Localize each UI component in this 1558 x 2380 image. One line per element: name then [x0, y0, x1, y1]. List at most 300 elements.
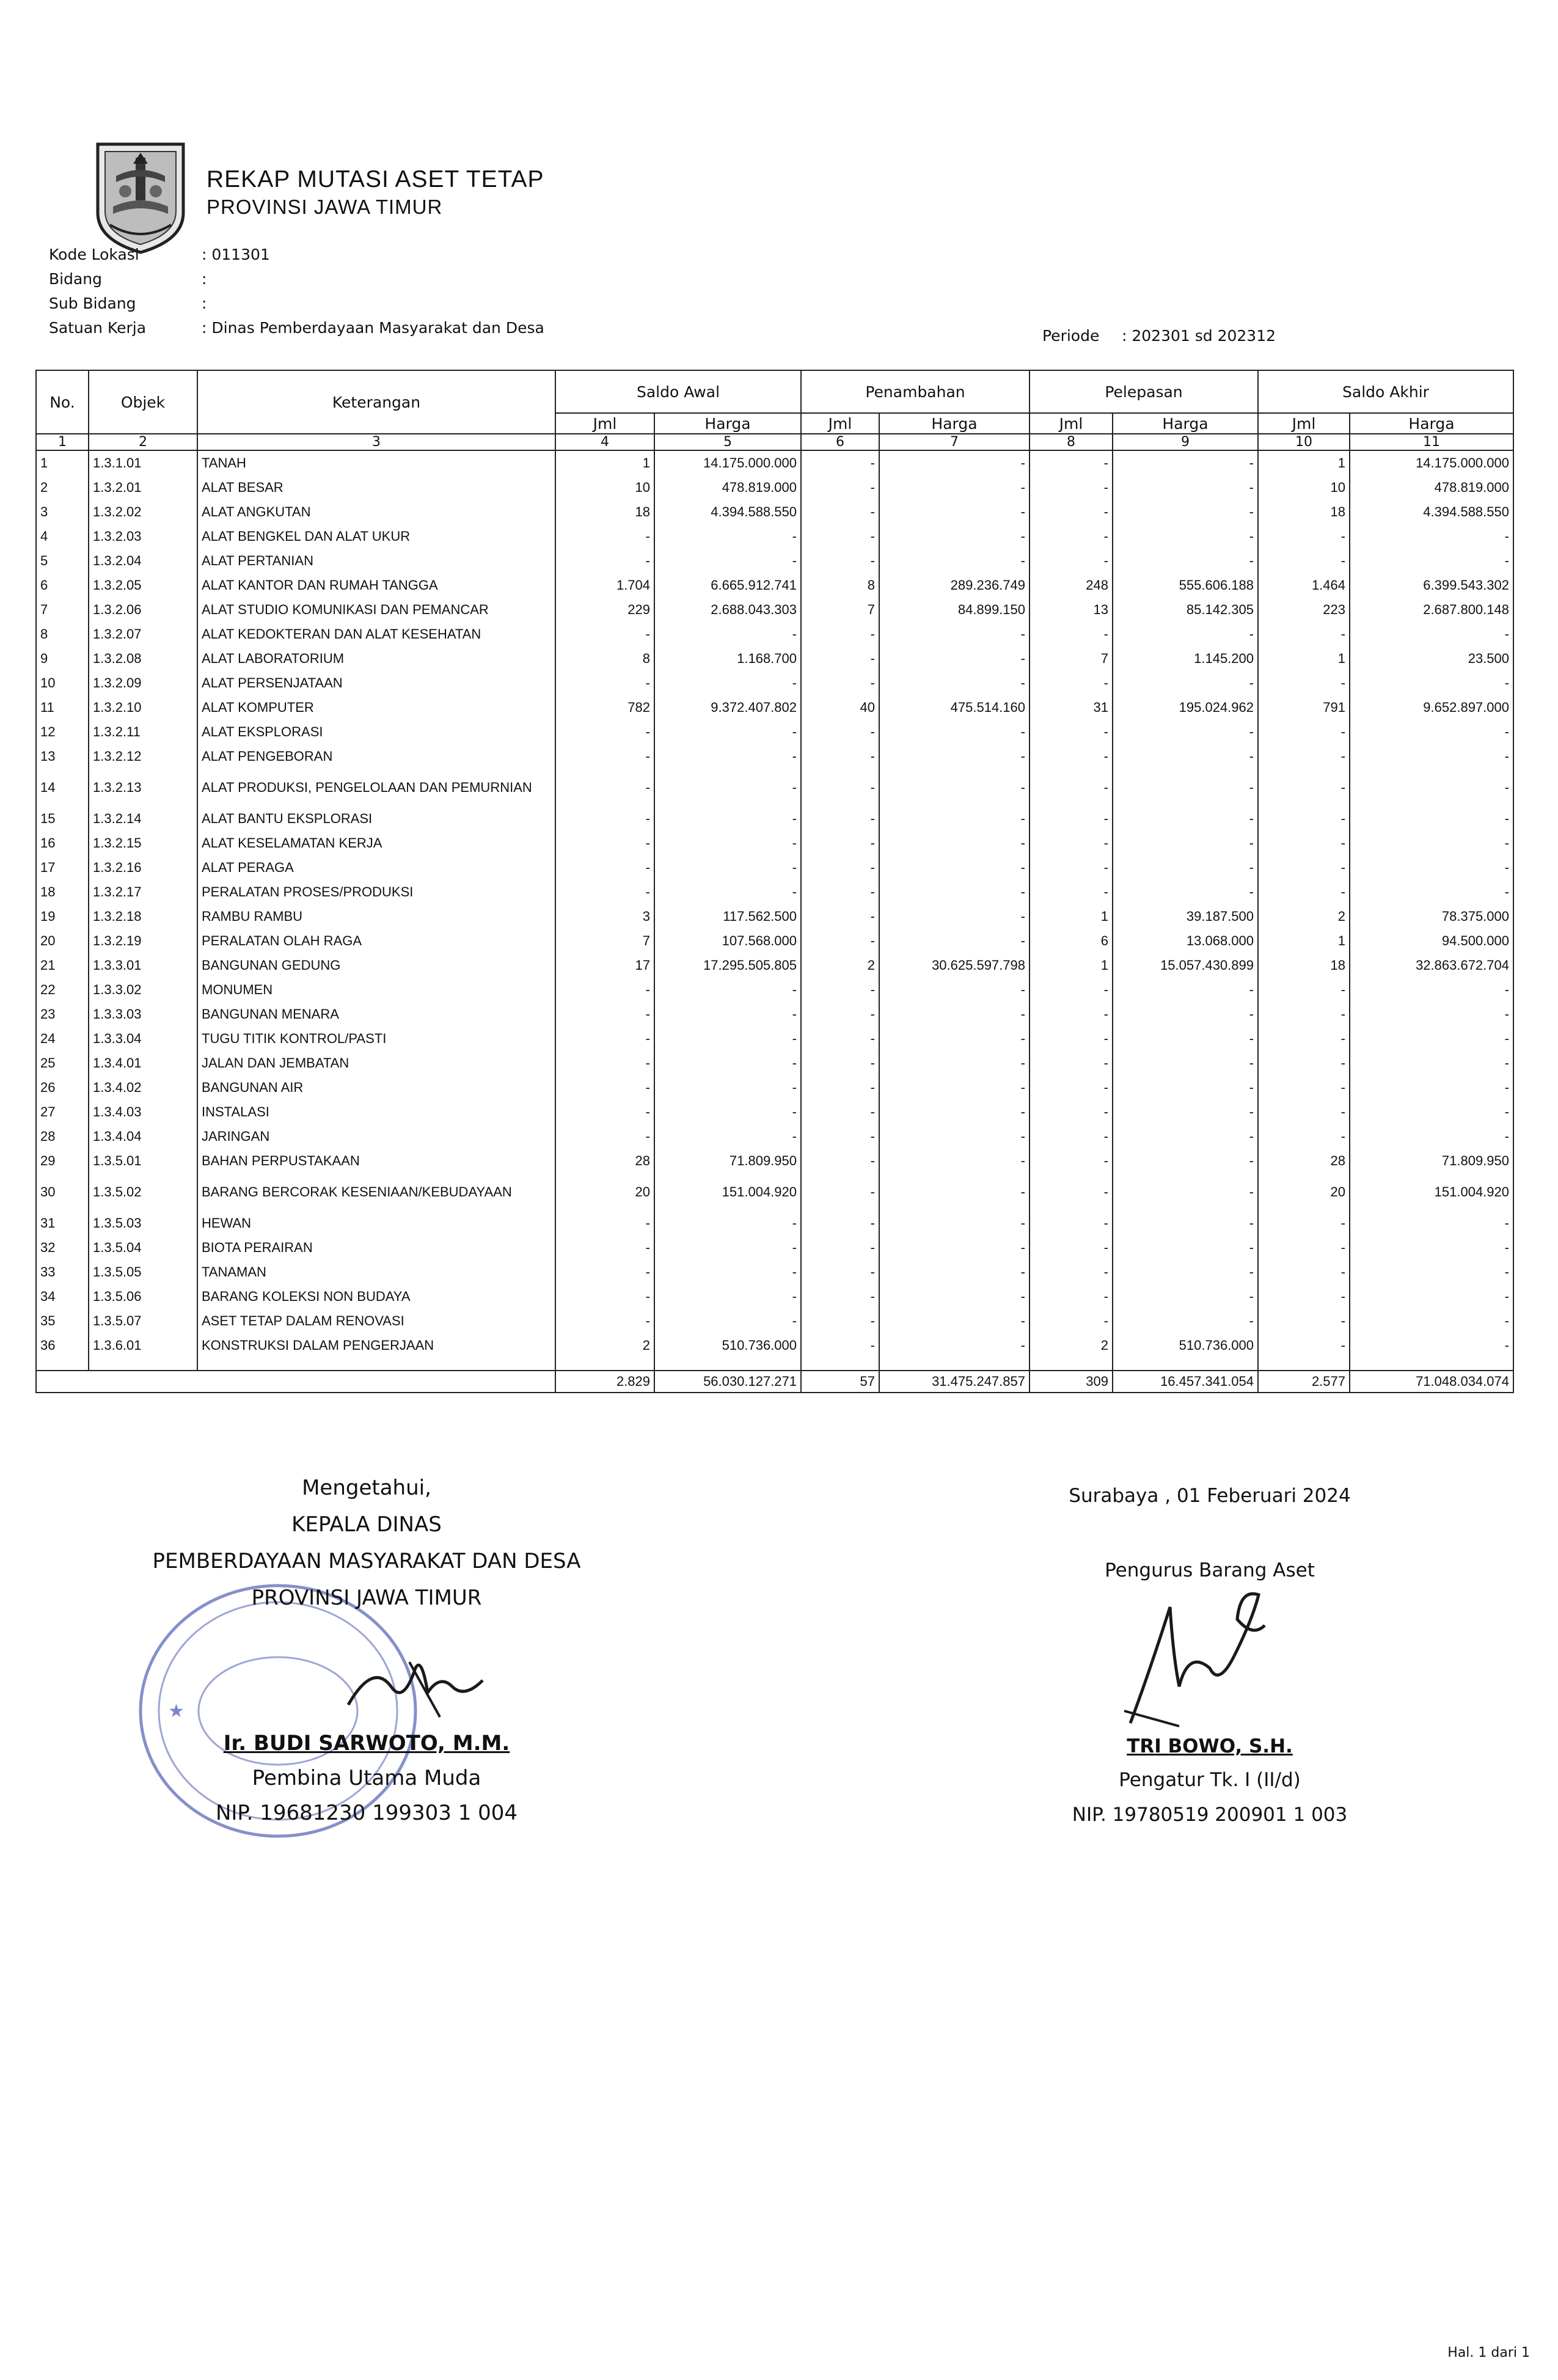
table-row: [36, 671, 1513, 695]
row-ak-jml: -: [1258, 978, 1350, 1002]
table-row: [36, 475, 1513, 500]
row-pn-jml: -: [801, 880, 879, 904]
row-ak-harga: -: [1350, 1075, 1513, 1100]
row-ak-harga: 151.004.920: [1350, 1173, 1513, 1211]
satuan-kerja-value: : Dinas Pemberdayaan Masyarakat dan Desa: [202, 319, 544, 337]
row-pl-jml: -: [1030, 1236, 1113, 1260]
row-sa-harga: -: [654, 1075, 801, 1100]
table-row: [36, 929, 1513, 953]
sig-right-nip: NIP. 19780519 200901 1 003: [1072, 1804, 1348, 1826]
row-objek: 1.3.3.02: [89, 978, 197, 1002]
row-ak-jml: -: [1258, 744, 1350, 769]
row-objek: 1.3.2.02: [89, 500, 197, 524]
row-pn-jml: -: [801, 1075, 879, 1100]
total-pn-harga: 31.475.247.857: [879, 1371, 1030, 1393]
row-pl-jml: -: [1030, 1100, 1113, 1124]
row-objek: 1.3.5.05: [89, 1260, 197, 1284]
row-sa-harga: 17.295.505.805: [654, 953, 801, 978]
row-keterangan: TUGU TITIK KONTROL/PASTI: [197, 1027, 555, 1051]
row-keterangan: INSTALASI: [197, 1100, 555, 1124]
row-ak-jml: 1.464: [1258, 573, 1350, 598]
row-sa-harga: -: [654, 855, 801, 880]
row-no: 2: [36, 475, 89, 500]
row-sa-harga: -: [654, 769, 801, 807]
bidang-label: Bidang: [49, 270, 102, 288]
row-pn-jml: -: [801, 1211, 879, 1236]
table-row: [36, 450, 1513, 475]
sig-left-nip: NIP. 19681230 199303 1 004: [215, 1801, 518, 1825]
column-number: 9: [1113, 434, 1258, 450]
row-pn-harga: 84.899.150: [879, 598, 1030, 622]
row-pn-jml: -: [801, 1051, 879, 1075]
row-keterangan: ALAT PERSENJATAAN: [197, 671, 555, 695]
row-pn-harga: -: [879, 1002, 1030, 1027]
row-pn-jml: -: [801, 831, 879, 855]
row-sa-jml: -: [555, 1051, 654, 1075]
row-no: 16: [36, 831, 89, 855]
row-objek: 1.3.2.07: [89, 622, 197, 646]
row-ak-harga: 4.394.588.550: [1350, 500, 1513, 524]
row-sa-harga: 14.175.000.000: [654, 450, 801, 475]
column-number: 11: [1350, 434, 1513, 450]
row-ak-jml: 28: [1258, 1149, 1350, 1173]
row-pl-jml: -: [1030, 1124, 1113, 1149]
table-row: [36, 1149, 1513, 1173]
row-pn-harga: -: [879, 1075, 1030, 1100]
row-pl-jml: -: [1030, 1051, 1113, 1075]
row-pn-harga: -: [879, 855, 1030, 880]
row-keterangan: BAHAN PERPUSTAKAAN: [197, 1149, 555, 1173]
row-pl-jml: 6: [1030, 929, 1113, 953]
row-pl-jml: -: [1030, 1075, 1113, 1100]
row-no: 24: [36, 1027, 89, 1051]
row-pn-harga: -: [879, 1284, 1030, 1309]
row-ak-harga: -: [1350, 1027, 1513, 1051]
row-pn-jml: -: [801, 744, 879, 769]
header-penambahan: Penambahan: [801, 370, 1030, 413]
row-objek: 1.3.4.01: [89, 1051, 197, 1075]
row-ak-harga: -: [1350, 1100, 1513, 1124]
row-pl-harga: -: [1113, 524, 1258, 549]
row-ak-jml: -: [1258, 831, 1350, 855]
row-sa-jml: -: [555, 1211, 654, 1236]
row-no: 10: [36, 671, 89, 695]
row-pn-jml: -: [801, 475, 879, 500]
row-sa-jml: -: [555, 855, 654, 880]
row-ak-harga: 94.500.000: [1350, 929, 1513, 953]
total-ak-jml: 2.577: [1258, 1371, 1350, 1393]
row-objek: 1.3.2.01: [89, 475, 197, 500]
column-number: 5: [654, 434, 801, 450]
table-row: [36, 500, 1513, 524]
row-pl-jml: -: [1030, 744, 1113, 769]
row-pl-harga: -: [1113, 1309, 1258, 1333]
row-keterangan: BANGUNAN MENARA: [197, 1002, 555, 1027]
row-no: 11: [36, 695, 89, 720]
row-no: 18: [36, 880, 89, 904]
row-sa-jml: 229: [555, 598, 654, 622]
total-sa-jml: 2.829: [555, 1371, 654, 1393]
row-pl-jml: -: [1030, 880, 1113, 904]
row-sa-jml: -: [555, 720, 654, 744]
row-ak-jml: -: [1258, 671, 1350, 695]
row-pl-harga: -: [1113, 1173, 1258, 1211]
row-pl-harga: -: [1113, 880, 1258, 904]
table-row: [36, 1002, 1513, 1027]
row-sa-jml: 1.704: [555, 573, 654, 598]
row-pl-harga: -: [1113, 855, 1258, 880]
row-pl-harga: -: [1113, 807, 1258, 831]
row-objek: 1.3.5.01: [89, 1149, 197, 1173]
row-pl-harga: -: [1113, 1260, 1258, 1284]
row-pn-jml: 7: [801, 598, 879, 622]
row-pl-harga: 195.024.962: [1113, 695, 1258, 720]
row-ak-harga: -: [1350, 978, 1513, 1002]
row-pl-jml: -: [1030, 1173, 1113, 1211]
row-sa-jml: 3: [555, 904, 654, 929]
row-pl-jml: -: [1030, 1260, 1113, 1284]
table-row: [36, 1173, 1513, 1211]
table-row: [36, 1211, 1513, 1236]
row-sa-harga: -: [654, 524, 801, 549]
row-pl-harga: 85.142.305: [1113, 598, 1258, 622]
handwritten-signature-right: [1112, 1583, 1307, 1735]
row-objek: 1.3.2.16: [89, 855, 197, 880]
row-sa-jml: -: [555, 807, 654, 831]
row-sa-harga: -: [654, 1124, 801, 1149]
row-pl-jml: -: [1030, 769, 1113, 807]
row-sa-jml: 8: [555, 646, 654, 671]
row-sa-harga: -: [654, 549, 801, 573]
row-pl-jml: -: [1030, 807, 1113, 831]
table-row: [36, 1100, 1513, 1124]
row-objek: 1.3.2.14: [89, 807, 197, 831]
header-sa-harga: Harga: [654, 413, 801, 434]
row-sa-harga: 6.665.912.741: [654, 573, 801, 598]
row-pn-jml: -: [801, 807, 879, 831]
row-keterangan: ALAT PRODUKSI, PENGELOLAAN DAN PEMURNIAN: [197, 769, 555, 807]
header-no: No.: [36, 370, 89, 434]
row-no: 32: [36, 1236, 89, 1260]
row-ak-harga: 9.652.897.000: [1350, 695, 1513, 720]
row-sa-harga: 107.568.000: [654, 929, 801, 953]
row-keterangan: ALAT KEDOKTERAN DAN ALAT KESEHATAN: [197, 622, 555, 646]
row-pl-jml: -: [1030, 549, 1113, 573]
total-ak-harga: 71.048.034.074: [1350, 1371, 1513, 1393]
row-ak-jml: -: [1258, 1260, 1350, 1284]
row-sa-jml: 28: [555, 1149, 654, 1173]
row-sa-harga: -: [654, 622, 801, 646]
column-number: 1: [36, 434, 89, 450]
row-sa-jml: -: [555, 1027, 654, 1051]
row-pn-harga: -: [879, 831, 1030, 855]
row-objek: 1.3.4.02: [89, 1075, 197, 1100]
row-keterangan: KONSTRUKSI DALAM PENGERJAAN: [197, 1333, 555, 1371]
column-number: 8: [1030, 434, 1113, 450]
row-pn-jml: -: [801, 1333, 879, 1371]
row-ak-jml: -: [1258, 769, 1350, 807]
header-objek: Objek: [89, 370, 197, 434]
row-pn-harga: -: [879, 978, 1030, 1002]
row-sa-jml: -: [555, 1260, 654, 1284]
row-objek: 1.3.5.03: [89, 1211, 197, 1236]
row-pl-harga: -: [1113, 720, 1258, 744]
row-sa-harga: -: [654, 1309, 801, 1333]
row-ak-harga: -: [1350, 622, 1513, 646]
row-keterangan: ALAT BESAR: [197, 475, 555, 500]
row-objek: 1.3.2.10: [89, 695, 197, 720]
row-pl-harga: 39.187.500: [1113, 904, 1258, 929]
row-pl-jml: -: [1030, 622, 1113, 646]
row-keterangan: RAMBU RAMBU: [197, 904, 555, 929]
table-row: [36, 744, 1513, 769]
table-row: [36, 953, 1513, 978]
row-ak-jml: 18: [1258, 953, 1350, 978]
sub-bidang-label: Sub Bidang: [49, 295, 136, 312]
row-no: 14: [36, 769, 89, 807]
row-sa-jml: 782: [555, 695, 654, 720]
row-pl-jml: 7: [1030, 646, 1113, 671]
table-row: [36, 524, 1513, 549]
row-ak-jml: -: [1258, 1027, 1350, 1051]
row-ak-jml: 10: [1258, 475, 1350, 500]
row-no: 1: [36, 450, 89, 475]
row-pl-jml: -: [1030, 1149, 1113, 1173]
row-ak-jml: -: [1258, 1211, 1350, 1236]
sig-left-nama: Ir. BUDI SARWOTO, M.M.: [223, 1731, 510, 1756]
row-sa-jml: -: [555, 1100, 654, 1124]
row-pn-jml: -: [801, 1173, 879, 1211]
row-pn-jml: -: [801, 1260, 879, 1284]
row-pl-harga: -: [1113, 769, 1258, 807]
table-row: [36, 1260, 1513, 1284]
row-objek: 1.3.5.07: [89, 1309, 197, 1333]
row-no: 21: [36, 953, 89, 978]
row-sa-jml: 2: [555, 1333, 654, 1371]
row-objek: 1.3.6.01: [89, 1333, 197, 1371]
row-no: 4: [36, 524, 89, 549]
row-sa-jml: -: [555, 549, 654, 573]
row-pn-harga: 289.236.749: [879, 573, 1030, 598]
row-no: 5: [36, 549, 89, 573]
row-sa-harga: 117.562.500: [654, 904, 801, 929]
row-sa-harga: 151.004.920: [654, 1173, 801, 1211]
row-pl-harga: -: [1113, 450, 1258, 475]
row-objek: 1.3.2.17: [89, 880, 197, 904]
table-row: [36, 1309, 1513, 1333]
header-ak-jml: Jml: [1258, 413, 1350, 434]
row-sa-jml: -: [555, 1002, 654, 1027]
row-pn-harga: -: [879, 769, 1030, 807]
header-saldo-akhir: Saldo Akhir: [1258, 370, 1513, 413]
row-pl-harga: -: [1113, 1002, 1258, 1027]
row-objek: 1.3.2.04: [89, 549, 197, 573]
total-sa-harga: 56.030.127.271: [654, 1371, 801, 1393]
row-ak-harga: 78.375.000: [1350, 904, 1513, 929]
table-row: [36, 622, 1513, 646]
row-sa-harga: -: [654, 1100, 801, 1124]
row-pl-jml: -: [1030, 1284, 1113, 1309]
row-sa-harga: -: [654, 720, 801, 744]
row-pl-harga: -: [1113, 549, 1258, 573]
row-pn-harga: -: [879, 720, 1030, 744]
row-ak-jml: -: [1258, 1124, 1350, 1149]
table-row: [36, 598, 1513, 622]
row-ak-harga: -: [1350, 855, 1513, 880]
row-keterangan: ALAT LABORATORIUM: [197, 646, 555, 671]
row-pl-jml: -: [1030, 671, 1113, 695]
header-pl-jml: Jml: [1030, 413, 1113, 434]
satuan-kerja-label: Satuan Kerja: [49, 319, 147, 337]
row-sa-jml: -: [555, 1284, 654, 1309]
header-ak-harga: Harga: [1350, 413, 1513, 434]
table-row: [36, 1236, 1513, 1260]
row-no: 17: [36, 855, 89, 880]
report-subtitle: PROVINSI JAWA TIMUR: [207, 196, 443, 218]
row-ak-harga: 6.399.543.302: [1350, 573, 1513, 598]
row-pn-harga: -: [879, 450, 1030, 475]
row-ak-harga: -: [1350, 549, 1513, 573]
row-keterangan: ALAT EKSPLORASI: [197, 720, 555, 744]
row-sa-harga: -: [654, 671, 801, 695]
row-no: 13: [36, 744, 89, 769]
kode-lokasi-label: Kode Lokasi: [49, 246, 139, 263]
row-no: 19: [36, 904, 89, 929]
jawa-timur-emblem-icon: [92, 139, 189, 255]
row-ak-jml: 2: [1258, 904, 1350, 929]
row-pl-jml: 31: [1030, 695, 1113, 720]
row-sa-harga: -: [654, 1284, 801, 1309]
row-keterangan: PERALATAN PROSES/PRODUKSI: [197, 880, 555, 904]
table-row: [36, 1027, 1513, 1051]
row-pl-jml: -: [1030, 831, 1113, 855]
row-no: 22: [36, 978, 89, 1002]
row-objek: 1.3.3.04: [89, 1027, 197, 1051]
row-no: 7: [36, 598, 89, 622]
sub-bidang-value: :: [202, 295, 207, 312]
row-ak-jml: 1: [1258, 450, 1350, 475]
row-sa-jml: -: [555, 978, 654, 1002]
row-keterangan: ALAT STUDIO KOMUNIKASI DAN PEMANCAR: [197, 598, 555, 622]
row-keterangan: ALAT KANTOR DAN RUMAH TANGGA: [197, 573, 555, 598]
row-no: 15: [36, 807, 89, 831]
row-pn-jml: -: [801, 450, 879, 475]
row-objek: 1.3.2.13: [89, 769, 197, 807]
row-no: 20: [36, 929, 89, 953]
row-no: 36: [36, 1333, 89, 1371]
row-objek: 1.3.3.03: [89, 1002, 197, 1027]
row-no: 28: [36, 1124, 89, 1149]
row-sa-jml: 20: [555, 1173, 654, 1211]
row-keterangan: BANGUNAN AIR: [197, 1075, 555, 1100]
row-keterangan: ALAT KOMPUTER: [197, 695, 555, 720]
sig-right-nama: TRI BOWO, S.H.: [1127, 1735, 1293, 1757]
row-no: 31: [36, 1211, 89, 1236]
row-ak-harga: -: [1350, 1309, 1513, 1333]
row-pl-harga: 15.057.430.899: [1113, 953, 1258, 978]
table-row: [36, 1333, 1513, 1371]
row-no: 25: [36, 1051, 89, 1075]
row-keterangan: ASET TETAP DALAM RENOVASI: [197, 1309, 555, 1333]
row-sa-harga: 4.394.588.550: [654, 500, 801, 524]
header-sa-jml: Jml: [555, 413, 654, 434]
row-pl-harga: -: [1113, 500, 1258, 524]
row-objek: 1.3.5.06: [89, 1284, 197, 1309]
row-ak-harga: -: [1350, 1333, 1513, 1371]
svg-text:★: ★: [168, 1701, 185, 1722]
sig-left-instansi: PEMBERDAYAAN MASYARAKAT DAN DESA: [152, 1549, 581, 1573]
table-row: [36, 573, 1513, 598]
row-sa-jml: -: [555, 524, 654, 549]
row-pn-harga: -: [879, 880, 1030, 904]
row-sa-harga: -: [654, 880, 801, 904]
row-pl-jml: -: [1030, 500, 1113, 524]
row-pl-harga: -: [1113, 475, 1258, 500]
row-pl-harga: -: [1113, 1027, 1258, 1051]
page-number: Hal. 1 dari 1: [1447, 2345, 1530, 2360]
row-ak-harga: 2.687.800.148: [1350, 598, 1513, 622]
row-pn-harga: -: [879, 744, 1030, 769]
row-keterangan: HEWAN: [197, 1211, 555, 1236]
table-row: [36, 1075, 1513, 1100]
row-sa-jml: -: [555, 744, 654, 769]
row-ak-harga: -: [1350, 831, 1513, 855]
row-ak-harga: -: [1350, 880, 1513, 904]
row-ak-jml: -: [1258, 549, 1350, 573]
table-row: [36, 720, 1513, 744]
row-ak-harga: -: [1350, 769, 1513, 807]
row-no: 33: [36, 1260, 89, 1284]
row-pl-jml: -: [1030, 1309, 1113, 1333]
row-pl-harga: -: [1113, 1211, 1258, 1236]
column-number: 4: [555, 434, 654, 450]
row-pn-jml: -: [801, 549, 879, 573]
total-pl-jml: 309: [1030, 1371, 1113, 1393]
row-sa-harga: -: [654, 1260, 801, 1284]
row-keterangan: BARANG KOLEKSI NON BUDAYA: [197, 1284, 555, 1309]
row-objek: 1.3.2.11: [89, 720, 197, 744]
row-sa-harga: -: [654, 744, 801, 769]
row-sa-jml: -: [555, 622, 654, 646]
row-pn-jml: -: [801, 622, 879, 646]
row-pn-jml: -: [801, 646, 879, 671]
table-row: [36, 855, 1513, 880]
row-pn-jml: -: [801, 1027, 879, 1051]
sig-left-provinsi: PROVINSI JAWA TIMUR: [251, 1586, 482, 1610]
row-pl-harga: -: [1113, 1124, 1258, 1149]
row-pn-harga: -: [879, 1333, 1030, 1371]
row-objek: 1.3.1.01: [89, 450, 197, 475]
row-pl-jml: -: [1030, 1002, 1113, 1027]
row-pl-harga: 555.606.188: [1113, 573, 1258, 598]
row-no: 8: [36, 622, 89, 646]
row-ak-harga: -: [1350, 524, 1513, 549]
row-objek: 1.3.2.18: [89, 904, 197, 929]
row-ak-harga: -: [1350, 1211, 1513, 1236]
row-keterangan: ALAT ANGKUTAN: [197, 500, 555, 524]
row-pn-jml: -: [801, 904, 879, 929]
row-keterangan: BIOTA PERAIRAN: [197, 1236, 555, 1260]
row-pn-harga: 30.625.597.798: [879, 953, 1030, 978]
row-ak-jml: -: [1258, 1309, 1350, 1333]
row-ak-jml: 791: [1258, 695, 1350, 720]
row-no: 35: [36, 1309, 89, 1333]
row-objek: 1.3.2.15: [89, 831, 197, 855]
row-pn-jml: -: [801, 524, 879, 549]
header-pl-harga: Harga: [1113, 413, 1258, 434]
table-row: [36, 646, 1513, 671]
row-ak-jml: 223: [1258, 598, 1350, 622]
